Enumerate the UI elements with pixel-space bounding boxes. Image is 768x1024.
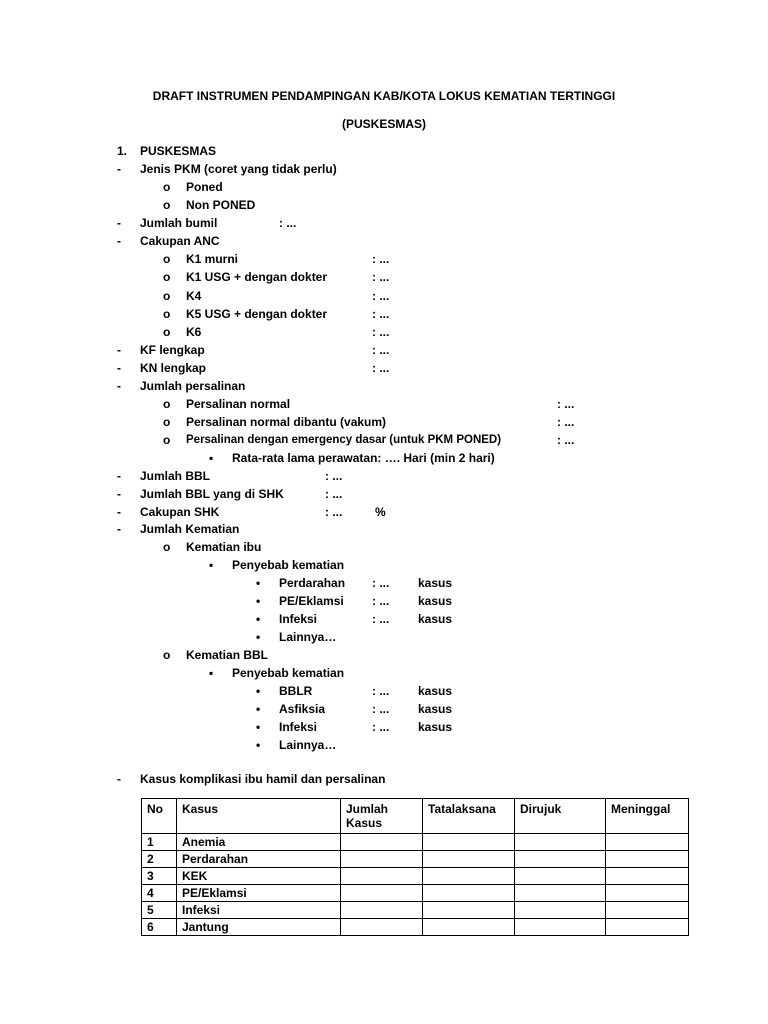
penyebab-bbl-value: : ... [372, 702, 390, 716]
anc-item-value: : ... [372, 270, 390, 284]
circle-bullet: o [163, 397, 171, 411]
penyebab-ibu-item: PE/Eklamsi [279, 594, 344, 608]
row-number: 3 [142, 868, 177, 885]
percent-sign: % [375, 505, 386, 519]
section-number: 1. [117, 144, 128, 158]
penyebab-bbl-item: Lainnya… [279, 738, 337, 752]
dirujuk-cell[interactable] [515, 851, 606, 868]
anc-item-value: : ... [372, 252, 390, 266]
penyebab-ibu-value: : ... [372, 576, 390, 590]
persalinan-item: Persalinan normal dibantu (vakum) [186, 415, 387, 429]
jumlah-bbl-label: Jumlah BBL [140, 469, 211, 483]
persalinan-item-value: : ... [557, 397, 575, 411]
column-header-tatalaksana: Tatalaksana [423, 799, 515, 834]
persalinan-item: Persalinan normal [186, 397, 291, 411]
anc-item: K4 [186, 289, 202, 303]
row-kasus: Infeksi [177, 902, 341, 919]
dash-bullet: - [117, 162, 121, 176]
circle-bullet: o [163, 415, 171, 429]
dot-bullet: • [256, 576, 261, 590]
dot-bullet: • [256, 594, 261, 608]
jumlah-bbl-shk-label: Jumlah BBL yang di SHK [140, 487, 284, 501]
square-bullet: ▪ [209, 666, 214, 680]
jumlah-kematian-label: Jumlah Kematian [140, 522, 240, 536]
jumlah-kasus-cell[interactable] [341, 902, 423, 919]
cakupan-anc-label: Cakupan ANC [140, 234, 220, 248]
dirujuk-cell[interactable] [515, 868, 606, 885]
dirujuk-cell[interactable] [515, 885, 606, 902]
dash-bullet: - [117, 772, 121, 786]
kf-lengkap-label: KF lengkap [140, 343, 205, 357]
tatalaksana-cell[interactable] [423, 834, 515, 851]
komplikasi-table [141, 798, 689, 936]
penyebab-bbl-value: : ... [372, 720, 390, 734]
dirujuk-cell[interactable] [515, 834, 606, 851]
column-header-no: No [142, 799, 177, 834]
jenis-option-poned: Poned [186, 180, 223, 194]
row-kasus: Perdarahan [177, 851, 341, 868]
square-bullet: ▪ [209, 558, 214, 572]
table-row [142, 902, 689, 919]
kematian-ibu-label: Kematian ibu [186, 540, 262, 554]
column-header-jumlah-kasus: Jumlah Kasus [341, 799, 423, 834]
meninggal-cell[interactable] [606, 834, 689, 851]
dot-bullet: • [256, 702, 261, 716]
jumlah-bbl-value: : ... [325, 469, 343, 483]
persalinan-item-value: : ... [557, 433, 575, 447]
row-kasus: PE/Eklamsi [177, 885, 341, 902]
table-row [142, 834, 689, 851]
circle-bullet: o [163, 325, 171, 339]
kematian-bbl-label: Kematian BBL [186, 648, 269, 662]
jumlah-bumil-value: : ... [279, 216, 297, 230]
penyebab-ibu-item: Perdarahan [279, 576, 346, 590]
dash-bullet: - [117, 505, 121, 519]
cakupan-shk-label: Cakupan SHK [140, 505, 220, 519]
circle-bullet: o [163, 648, 171, 662]
circle-bullet: o [163, 433, 171, 447]
dot-bullet: • [256, 738, 261, 752]
persalinan-item: Persalinan dengan emergency dasar (untuk PKM PONED) [186, 434, 502, 446]
jumlah-kasus-cell[interactable] [341, 885, 423, 902]
kasus-unit: kasus [418, 702, 453, 716]
tatalaksana-cell[interactable] [423, 919, 515, 936]
dash-bullet: - [117, 522, 121, 536]
jenis-pkm-label: Jenis PKM (coret yang tidak perlu) [140, 162, 337, 176]
meninggal-cell[interactable] [606, 885, 689, 902]
document-title: DRAFT INSTRUMEN PENDAMPINGAN KAB/KOTA LOKUS KEMATIAN TERTINGGI [152, 89, 616, 103]
row-number: 1 [142, 834, 177, 851]
kn-lengkap-label: KN lengkap [140, 361, 207, 375]
dash-bullet: - [117, 343, 121, 357]
anc-item: K5 USG + dengan dokter [186, 307, 328, 321]
meninggal-cell[interactable] [606, 919, 689, 936]
column-header-kasus: Kasus [177, 799, 341, 834]
circle-bullet: o [163, 198, 171, 212]
row-kasus: KEK [177, 868, 341, 885]
jumlah-bumil-label: Jumlah bumil [140, 216, 218, 230]
penyebab-ibu-value: : ... [372, 612, 390, 626]
circle-bullet: o [163, 540, 171, 554]
anc-item-value: : ... [372, 289, 390, 303]
kasus-unit: kasus [418, 612, 453, 626]
column-header-meninggal: Meninggal [606, 799, 689, 834]
anc-item: K6 [186, 325, 202, 339]
meninggal-cell[interactable] [606, 902, 689, 919]
dirujuk-cell[interactable] [515, 919, 606, 936]
dash-bullet: - [117, 216, 121, 230]
kasus-unit: kasus [418, 684, 453, 698]
jenis-option-non-poned: Non PONED [186, 198, 256, 212]
circle-bullet: o [163, 270, 171, 284]
jumlah-kasus-cell[interactable] [341, 851, 423, 868]
jumlah-kasus-cell[interactable] [341, 868, 423, 885]
table-row [142, 868, 689, 885]
dot-bullet: • [256, 612, 261, 626]
row-kasus: Anemia [177, 834, 341, 851]
cakupan-shk-value: : ... [325, 505, 343, 519]
dirujuk-cell[interactable] [515, 902, 606, 919]
column-header-dirujuk: Dirujuk [515, 799, 606, 834]
jumlah-bbl-shk-value: : ... [325, 487, 343, 501]
dash-bullet: - [117, 361, 121, 375]
tatalaksana-cell[interactable] [423, 885, 515, 902]
persalinan-item-value: : ... [557, 415, 575, 429]
dash-bullet: - [117, 234, 121, 248]
row-number: 6 [142, 919, 177, 936]
row-number: 2 [142, 851, 177, 868]
penyebab-bbl-item: Asfiksia [279, 702, 326, 716]
penyebab-bbl-item: BBLR [279, 684, 313, 698]
penyebab-ibu-item: Lainnya… [279, 630, 337, 644]
row-kasus: Jantung [177, 919, 341, 936]
anc-item-value: : ... [372, 325, 390, 339]
document-subtitle: (PUSKESMAS) [341, 117, 426, 131]
anc-item: K1 USG + dengan dokter [186, 270, 328, 284]
anc-item-value: : ... [372, 307, 390, 321]
kasus-unit: kasus [418, 594, 453, 608]
dot-bullet: • [256, 684, 261, 698]
anc-item: K1 murni [186, 252, 239, 266]
tatalaksana-cell[interactable] [423, 851, 515, 868]
penyebab-ibu-value: : ... [372, 594, 390, 608]
kn-lengkap-value: : ... [372, 361, 390, 375]
jumlah-persalinan-label: Jumlah persalinan [140, 379, 246, 393]
row-number: 4 [142, 885, 177, 902]
circle-bullet: o [163, 289, 171, 303]
penyebab-bbl-item: Infeksi [279, 720, 318, 734]
penyebab-kematian-ibu-label: Penyebab kematian [232, 558, 345, 572]
kasus-unit: kasus [418, 576, 453, 590]
table-header-row [142, 799, 689, 834]
table-row [142, 919, 689, 936]
table-row [142, 851, 689, 868]
dash-bullet: - [117, 469, 121, 483]
jumlah-kasus-cell[interactable] [341, 834, 423, 851]
meninggal-cell[interactable] [606, 868, 689, 885]
jumlah-kasus-cell[interactable] [341, 919, 423, 936]
penyebab-bbl-value: : ... [372, 684, 390, 698]
table-row [142, 885, 689, 902]
meninggal-cell[interactable] [606, 851, 689, 868]
dot-bullet: • [256, 630, 261, 644]
circle-bullet: o [163, 180, 171, 194]
penyebab-ibu-item: Infeksi [279, 612, 318, 626]
kf-lengkap-value: : ... [372, 343, 390, 357]
komplikasi-label: Kasus komplikasi ibu hamil dan persalinan [140, 772, 386, 786]
kasus-unit: kasus [418, 720, 453, 734]
tatalaksana-cell[interactable] [423, 902, 515, 919]
dot-bullet: • [256, 720, 261, 734]
penyebab-kematian-bbl-label: Penyebab kematian [232, 666, 345, 680]
square-bullet: ▪ [209, 451, 214, 465]
dash-bullet: - [117, 379, 121, 393]
tatalaksana-cell[interactable] [423, 868, 515, 885]
row-number: 5 [142, 902, 177, 919]
rata-rata-perawatan: Rata-rata lama perawatan: …. Hari (min 2 hari) [232, 451, 495, 465]
section-title: PUSKESMAS [140, 144, 217, 158]
dash-bullet: - [117, 487, 121, 501]
circle-bullet: o [163, 252, 171, 266]
circle-bullet: o [163, 307, 171, 321]
